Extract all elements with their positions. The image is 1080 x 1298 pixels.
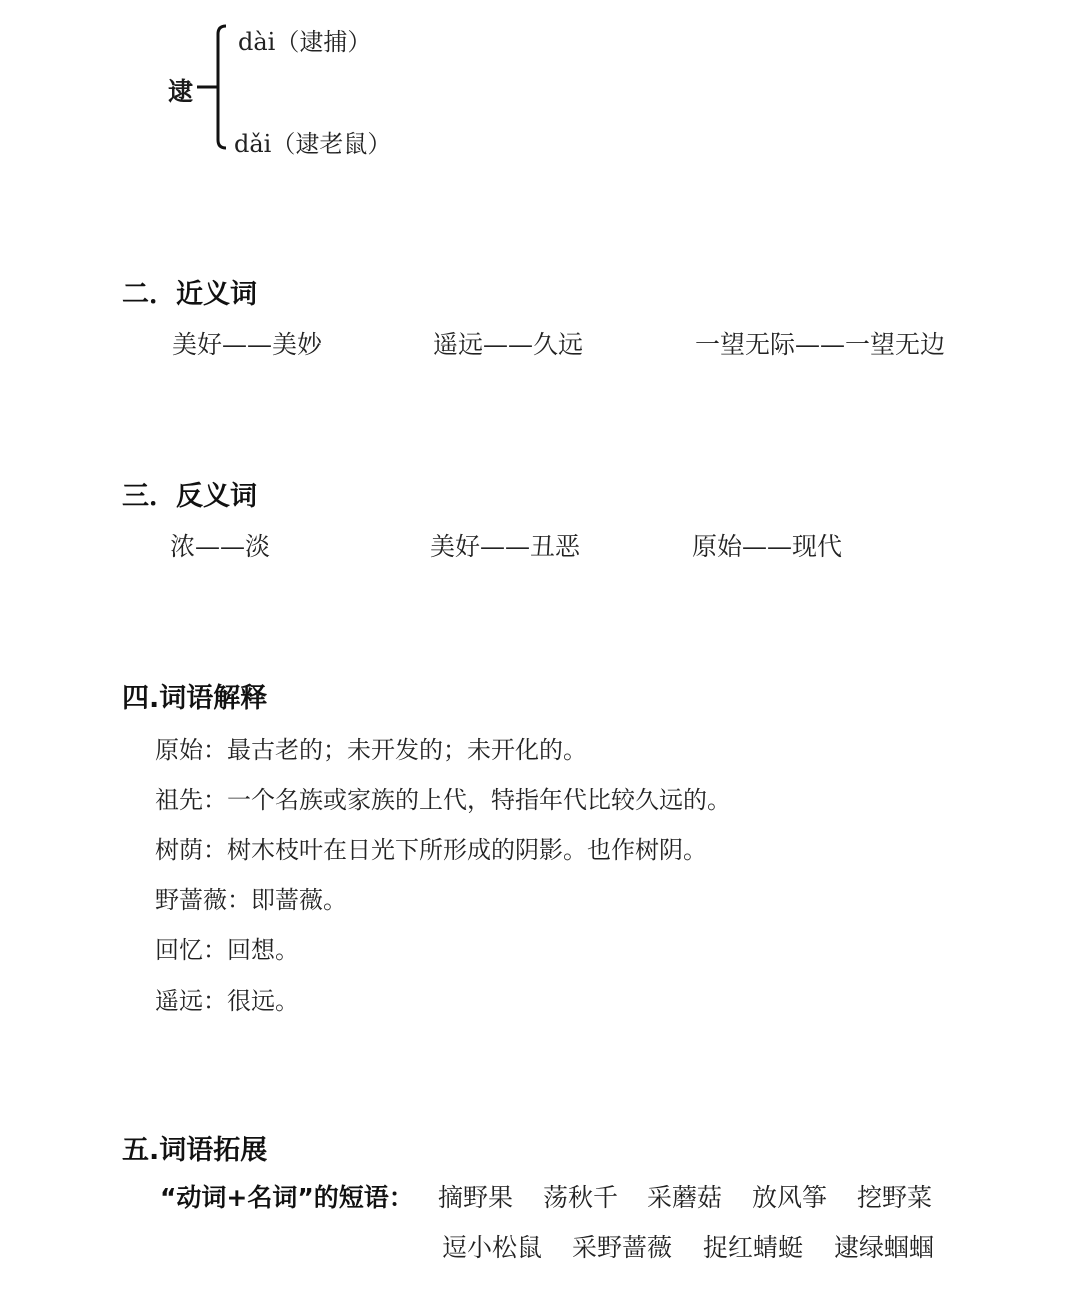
antonym-pair: 浓——淡 bbox=[170, 532, 271, 561]
explanation-item: 野蔷薇：即蔷薇。 bbox=[155, 886, 347, 914]
synonyms-title: 二．近义词 bbox=[122, 279, 257, 310]
explanation-item: 树荫：树木枝叶在日光下所形成的阴影。也作树阴。 bbox=[155, 836, 707, 864]
phrase-item: 采蘑菇 bbox=[647, 1183, 723, 1212]
phrase-item: 摘野果 bbox=[438, 1183, 514, 1212]
reading-2: dǎi（逮老鼠） bbox=[234, 130, 392, 158]
phrase-item: 荡秋千 bbox=[543, 1183, 619, 1212]
synonym-pair: 遥远——久远 bbox=[433, 330, 584, 359]
antonym-pair: 美好——丑恶 bbox=[430, 532, 581, 561]
polyphone-char: 逮 bbox=[168, 77, 194, 106]
synonym-pair: 一望无际——一望无边 bbox=[695, 330, 946, 359]
explanations-title: 四.词语解释 bbox=[122, 683, 268, 714]
brace-icon bbox=[0, 0, 260, 170]
phrase-item: 采野蔷薇 bbox=[572, 1233, 673, 1262]
explanation-item: 原始：最古老的；未开发的；未开化的。 bbox=[155, 736, 587, 764]
explanation-item: 遥远：很远。 bbox=[155, 987, 299, 1015]
antonym-pair: 原始——现代 bbox=[692, 532, 843, 561]
phrase-item: 逗小松鼠 bbox=[442, 1233, 543, 1262]
explanation-item: 祖先：一个名族或家族的上代，特指年代比较久远的。 bbox=[155, 786, 731, 814]
expansion-title: 五.词语拓展 bbox=[122, 1135, 268, 1166]
antonyms-title: 三．反义词 bbox=[122, 481, 257, 512]
synonym-pair: 美好——美妙 bbox=[172, 330, 323, 359]
phrase-item: 挖野菜 bbox=[857, 1183, 933, 1212]
phrase-item: 捉红蜻蜓 bbox=[703, 1233, 804, 1262]
reading-1: dài（逮捕） bbox=[238, 28, 372, 56]
explanation-item: 回忆：回想。 bbox=[155, 936, 299, 964]
phrase-item: 逮绿蝈蝈 bbox=[834, 1233, 935, 1262]
phrase-item: 放风筝 bbox=[752, 1183, 828, 1212]
phrase-label: “动词+名词”的短语： bbox=[160, 1183, 414, 1212]
